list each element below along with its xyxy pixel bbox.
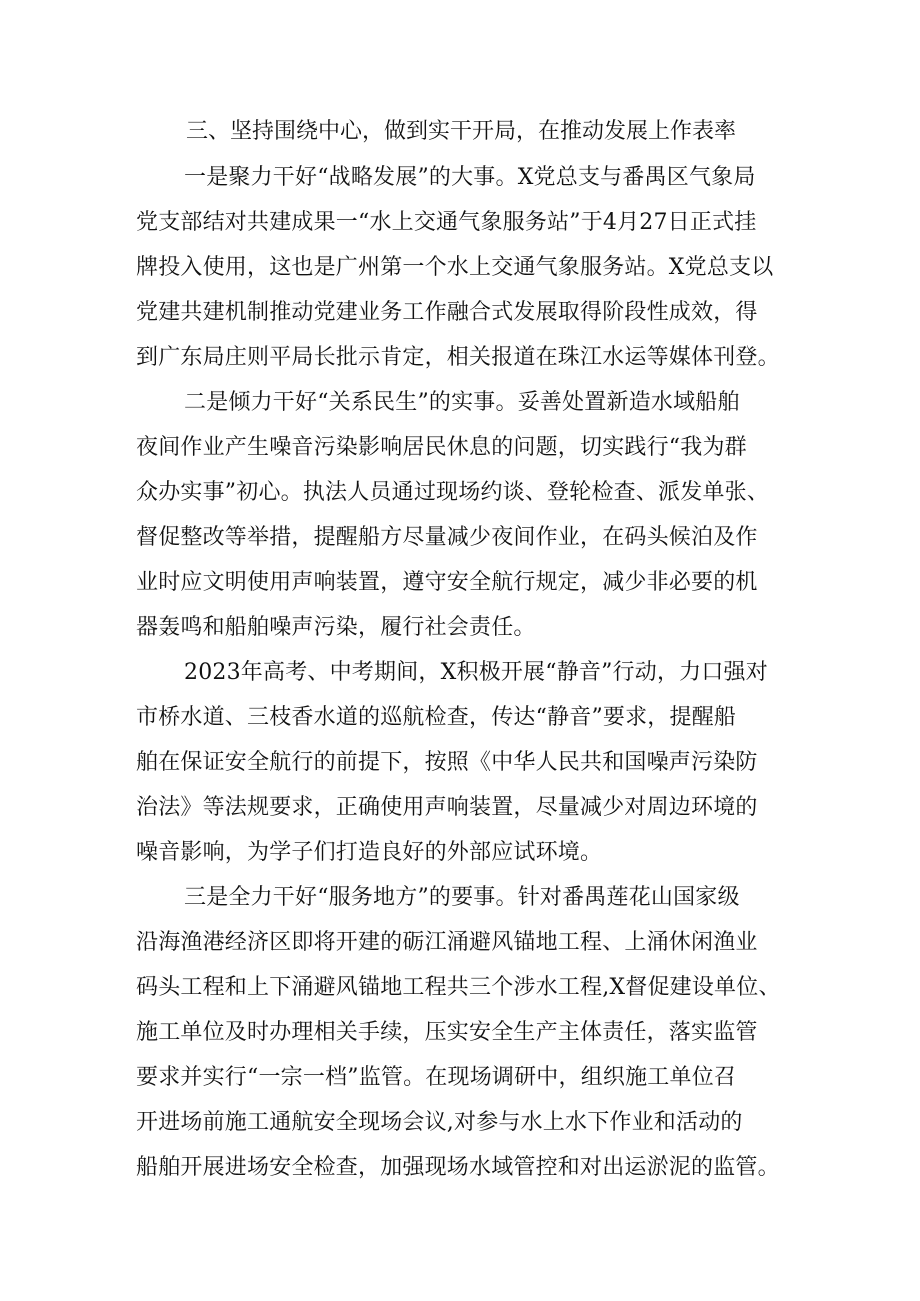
paragraph-line: 开进场前施工通航安全现场会议,对参与水上水下作业和活动的 bbox=[136, 1110, 743, 1135]
paragraph-line: 党建共建机制推动党建业务工作融合式发展取得阶段性成效，得 bbox=[136, 300, 758, 325]
paragraph-line: 治法》等法规要求，正确使用声响装置，尽量减少对周边环境的 bbox=[136, 795, 758, 820]
paragraph-line: 牌投入使用，这也是广州第一个水上交通气象服务站。X党总支以 bbox=[136, 255, 774, 280]
paragraph-line: 舶在保证安全航行的前提下，按照《中华人民共和国噪声污染防 bbox=[136, 750, 758, 775]
paragraph-line: 党支部结对共建成果一“水上交通气象服务站”于4月27日正式挂 bbox=[136, 210, 757, 235]
paragraph-line: 众办实事”初心。执法人员通过现场约谈、登轮检查、派发单张、 bbox=[136, 480, 770, 505]
paragraph-line: 沿海渔港经济区即将开建的砺江涌避风锚地工程、上涌休闲渔业 bbox=[136, 930, 758, 955]
paragraph-line: 船舶开展进场安全检查，加强现场水域管控和对出运淤泥的监管。 bbox=[136, 1155, 780, 1180]
paragraph-line: 二是倾力干好“关系民生”的实事。妥善处置新造水域船舶 bbox=[184, 390, 740, 415]
paragraph-line: 督促整改等举措，提醒船方尽量减少夜间作业，在码头候泊及作 bbox=[136, 525, 758, 550]
paragraph-line: 码头工程和上下涌避风锚地工程共三个涉水工程,X督促建设单位、 bbox=[136, 975, 781, 1000]
paragraph-line: 夜间作业产生噪音污染影响居民休息的问题，切实践行“我为群 bbox=[136, 435, 747, 460]
paragraph-line: 一是聚力干好“战略发展”的大事。X党总支与番禺区气象局 bbox=[184, 165, 756, 190]
paragraph-line: 噪音影响，为学子们打造良好的外部应试环境。 bbox=[136, 840, 603, 865]
paragraph-line: 要求并实行“一宗一档”监管。在现场调研中，组织施工单位召 bbox=[136, 1065, 737, 1090]
paragraph-line: 市桥水道、三枝香水道的巡航检查，传达“静音”要求，提醒船 bbox=[136, 705, 737, 730]
paragraph-line: 2023年高考、中考期间，X积极开展“静音”行动，力口强对 bbox=[184, 660, 768, 685]
paragraph-line: 三是全力干好“服务地方”的要事。针对番禺莲花山国家级 bbox=[184, 885, 740, 910]
paragraph-line: 器轰鸣和船舶噪声污染，履行社会责任。 bbox=[136, 615, 536, 640]
paragraph-line: 业时应文明使用声响装置，遵守安全航行规定，减少非必要的机 bbox=[136, 570, 758, 595]
paragraph-line: 到广东局庄则平局长批示肯定，相关报道在珠江水运等媒体刊登。 bbox=[136, 345, 780, 370]
paragraph-line: 施工单位及时办理相关手续，压实安全生产主体责任，落实监管 bbox=[136, 1020, 758, 1045]
section-heading: 三、坚持围绕中心，做到实干开局，在推动发展上作表率 bbox=[186, 119, 737, 144]
